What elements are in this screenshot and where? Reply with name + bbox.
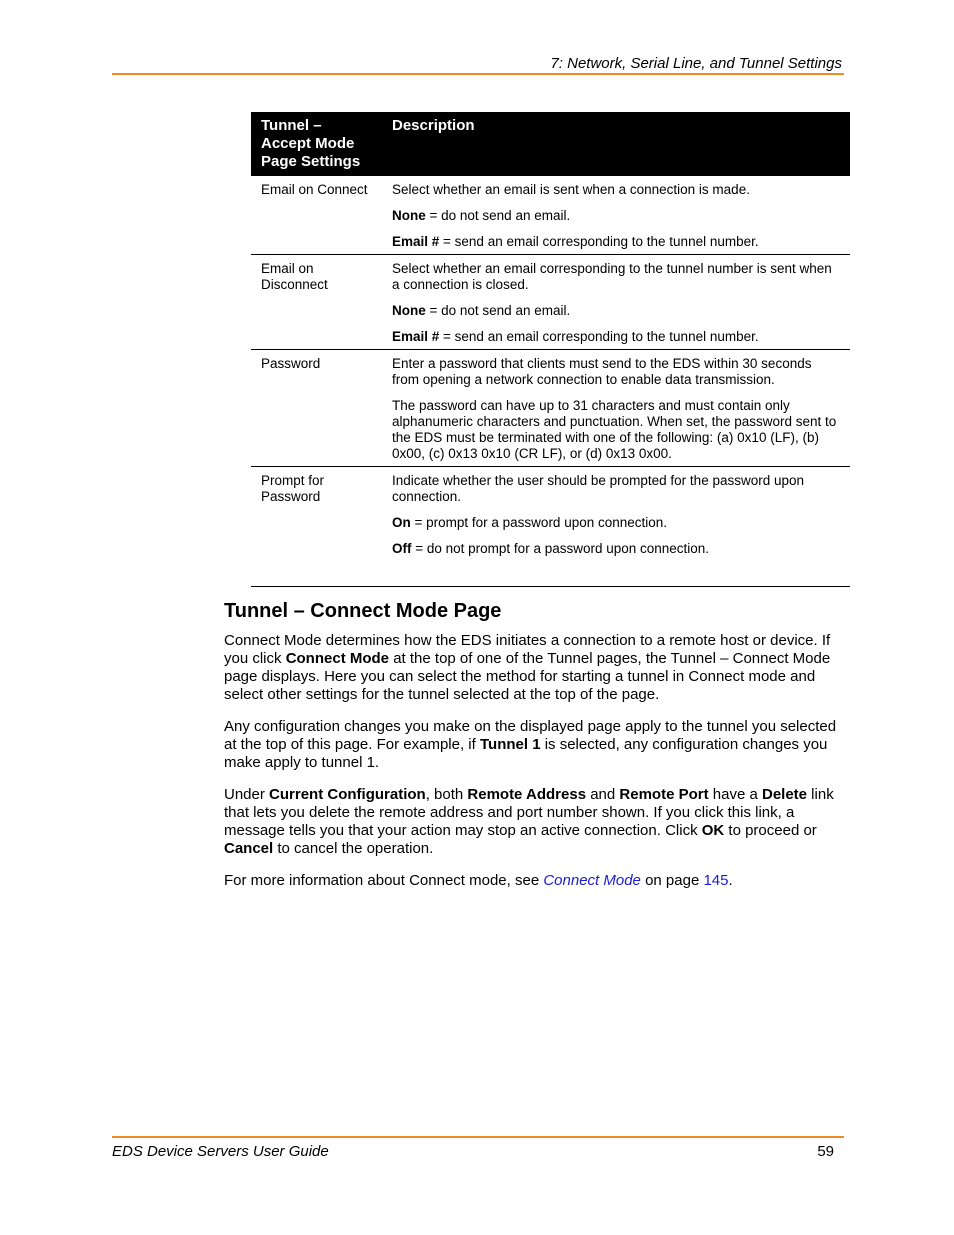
footer-page-number: 59 — [817, 1143, 834, 1160]
description-line — [392, 473, 842, 505]
description-text: The password can have up to 31 characters and must contain only alphanumeric characters and punctuation. When set, the password sent to the EDS must be terminated with one of the following: (a) 0x10 (LF), (b) 0x00, (c) 0x13 0x10 (CR LF), or (d) 0x13 0x00. — [392, 398, 837, 461]
table-row — [251, 350, 850, 467]
bold-term: Cancel — [224, 840, 274, 857]
section-heading: Tunnel – Connect Mode Page — [224, 600, 502, 622]
text-run: and — [586, 786, 620, 803]
description-line — [392, 541, 842, 557]
bold-term: Connect Mode — [285, 650, 390, 667]
paragraph-delete-link — [224, 786, 846, 858]
description-text: = prompt for a password upon connection. — [410, 515, 668, 530]
description-line — [392, 329, 842, 345]
text-run: to cancel the operation. — [273, 840, 434, 857]
text-run: Connect Mode determines how the EDS initiates a connection to a remote host or device. If you click — [224, 632, 831, 667]
option-value: Off — [392, 541, 412, 556]
description-line — [392, 261, 842, 293]
header-rule — [112, 73, 844, 75]
description-line — [392, 398, 842, 462]
paragraph-more-info — [224, 872, 846, 890]
text-run: Any configuration changes you make on the displayed page apply to the tunnel you selected at the top of this page. For example, if — [224, 718, 837, 753]
setting-description — [382, 467, 850, 587]
option-value: None — [392, 208, 426, 223]
description-text: Indicate whether the user should be prompted for the password upon connection. — [392, 473, 805, 504]
description-line — [392, 515, 842, 531]
text-run: at the top of one of the Tunnel pages, the Tunnel – Connect Mode page displays. Here you can select the method for starting a tunnel in Connect mode and select other settings for the tunnel selected at the top of the page. — [224, 650, 831, 703]
table-body — [251, 176, 850, 587]
description-text: = do not send an email. — [425, 303, 571, 318]
description-text: = do not send an email. — [425, 208, 571, 223]
bold-term: Remote Port — [619, 786, 709, 803]
setting-name: Prompt for Password — [251, 467, 382, 587]
setting-name: Email on Disconnect — [251, 255, 382, 350]
column-header-setting: Tunnel – Accept Mode Page Settings — [251, 112, 382, 176]
description-line — [392, 182, 842, 198]
bold-term: OK — [701, 822, 725, 839]
setting-name: Email on Connect — [251, 176, 382, 255]
running-header: 7: Network, Serial Line, and Tunnel Settings — [550, 55, 842, 72]
description-line — [392, 234, 842, 250]
paragraph-connect-mode-intro — [224, 632, 846, 704]
footer-guide-title: EDS Device Servers User Guide — [112, 1143, 329, 1160]
description-text: Enter a password that clients must send to the EDS within 30 seconds from opening a network connection to enable data transmission. — [392, 356, 812, 387]
section-body — [224, 632, 846, 904]
table-header-row — [251, 112, 850, 176]
paragraph-configuration-scope — [224, 718, 846, 772]
setting-name: Password — [251, 350, 382, 467]
option-value: On — [392, 515, 411, 530]
table-row — [251, 176, 850, 255]
description-text: = send an email corresponding to the tunnel number. — [439, 329, 759, 344]
text-run: have a — [708, 786, 762, 803]
text-run: is selected, any configuration changes you make apply to tunnel 1. — [224, 736, 828, 771]
page-reference-link[interactable]: 145 — [703, 872, 729, 889]
more-info-middle: on page — [640, 872, 704, 889]
setting-description — [382, 176, 850, 255]
table-row — [251, 255, 850, 350]
text-run: to proceed or — [724, 822, 817, 839]
option-value: Email # — [392, 329, 440, 344]
description-text: = do not prompt for a password upon connection. — [411, 541, 710, 556]
more-info-end: . — [728, 872, 733, 889]
column-header-description: Description — [382, 112, 850, 176]
bold-term: Remote Address — [467, 786, 587, 803]
footer-rule — [112, 1136, 844, 1138]
description-line — [392, 208, 842, 224]
text-run: , both — [425, 786, 468, 803]
setting-description — [382, 350, 850, 467]
description-text: Select whether an email corresponding to the tunnel number is sent when a connection is closed. — [392, 261, 832, 292]
connect-mode-link[interactable]: Connect Mode — [543, 872, 641, 889]
bold-term: Current Configuration — [269, 786, 426, 803]
table-row — [251, 467, 850, 587]
option-value: Email # — [392, 234, 440, 249]
description-line — [392, 356, 842, 388]
text-run: Under — [224, 786, 270, 803]
description-text: = send an email corresponding to the tunnel number. — [439, 234, 759, 249]
settings-table — [251, 112, 850, 587]
text-run: link that lets you delete the remote address and port number shown. If you click this link, a message tells you that your action may stop an active connection. Click — [224, 786, 834, 839]
setting-description — [382, 255, 850, 350]
description-line — [392, 303, 842, 319]
bold-term: Tunnel 1 — [479, 736, 541, 753]
more-info-lead: For more information about Connect mode, see — [224, 872, 544, 889]
description-text: Select whether an email is sent when a connection is made. — [392, 182, 750, 197]
bold-term: Delete — [761, 786, 808, 803]
option-value: None — [392, 303, 426, 318]
